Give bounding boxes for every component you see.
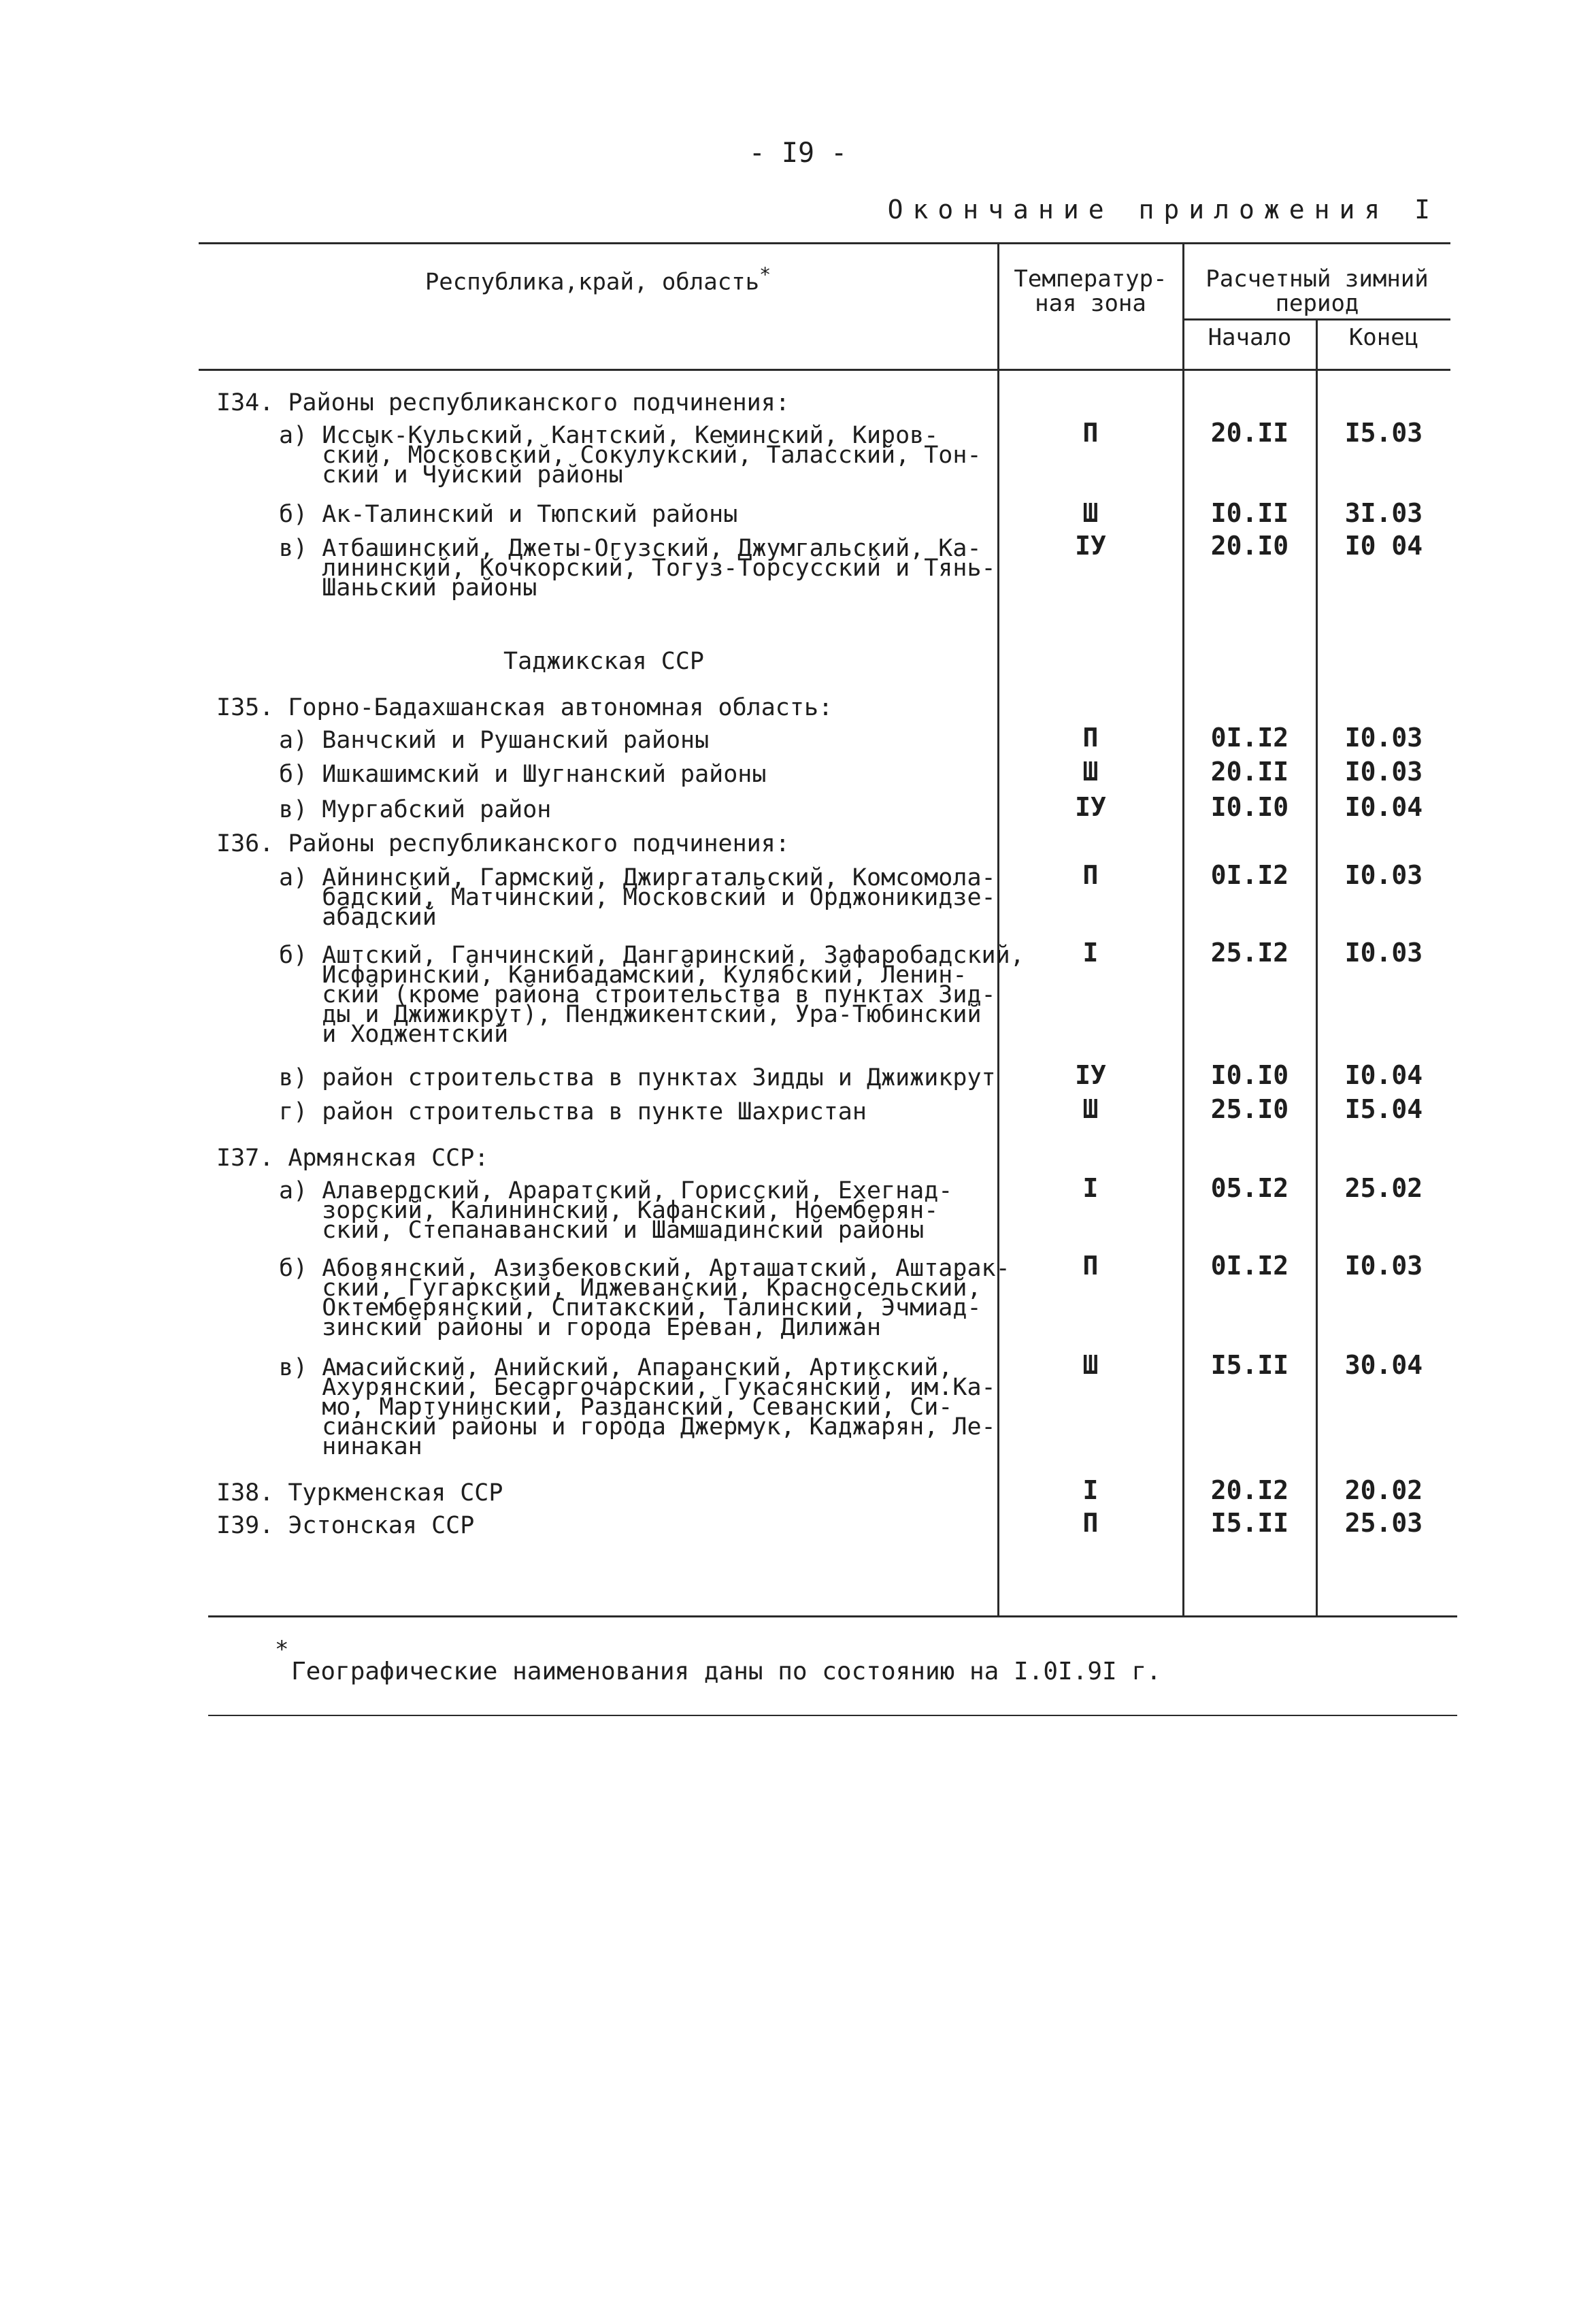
row-136a-zone: П bbox=[1082, 860, 1099, 890]
header-bottom-rule bbox=[199, 369, 1450, 371]
row-136b-end: I0.03 bbox=[1344, 938, 1423, 968]
table-top-rule bbox=[199, 242, 1450, 244]
row-134-heading: I34. Районы республиканского подчинения: bbox=[216, 389, 790, 416]
row-136d-text: г) район строительства в пункте Шахристан bbox=[279, 1098, 867, 1125]
header-start: Начало bbox=[1208, 324, 1292, 351]
row-134c-end: I0 04 bbox=[1344, 531, 1423, 561]
row-136d-zone: Ш bbox=[1082, 1094, 1099, 1124]
row-134b-end: 3I.03 bbox=[1344, 498, 1423, 528]
header-period: Расчетный зимний период bbox=[1206, 265, 1429, 317]
section-tajik-ssr: Таджикская ССР bbox=[503, 648, 705, 675]
row-135b-end: I0.03 bbox=[1344, 757, 1423, 787]
row-136c-text: в) район строительства в пунктах Зидды и Джижикрут bbox=[279, 1064, 996, 1091]
row-139-end: 25.03 bbox=[1344, 1508, 1423, 1538]
row-134b-start: I0.II bbox=[1210, 498, 1289, 528]
row-136b-start: 25.I2 bbox=[1210, 938, 1289, 968]
row-137b-end: I0.03 bbox=[1344, 1251, 1423, 1281]
row-134a-text: а) Иссык-Кульский, Кантский, Кеминский, Киров- ский, Московский, Сокулукский, Таласский, Тон- ский и Чуйский районы bbox=[279, 422, 982, 489]
row-137a-end: 25.02 bbox=[1344, 1173, 1423, 1203]
row-137a-zone: I bbox=[1082, 1173, 1099, 1203]
row-135a-text: а) Ванчский и Рушанский районы bbox=[279, 727, 710, 754]
row-136a-text: а) Айнинский, Гармский, Джиргатальский, Комсомола- бадский, Матчинский, Московский и Орджоникидзе- абадский bbox=[279, 864, 996, 931]
row-135b-start: 20.II bbox=[1210, 757, 1289, 787]
row-135b-text: б) Ишкашимский и Шугнанский районы bbox=[279, 761, 767, 788]
row-137c-start: I5.II bbox=[1210, 1350, 1289, 1380]
row-134c-zone: IУ bbox=[1075, 531, 1106, 561]
row-134a-start: 20.II bbox=[1210, 418, 1289, 448]
row-135a-end: I0.03 bbox=[1344, 723, 1423, 753]
row-136b-zone: I bbox=[1082, 938, 1099, 968]
row-136a-end: I0.03 bbox=[1344, 860, 1423, 890]
appendix-caption: Окончание приложения I bbox=[887, 195, 1440, 225]
row-135c-zone: IУ bbox=[1075, 792, 1106, 822]
footnote-bottom-rule bbox=[208, 1715, 1457, 1716]
row-137a-text: а) Алавердский, Араратский, Горисский, Ехегнад- зорский, Калининский, Кафанский, Ноемберян- ский, Степанаванский и Шамшадинский районы bbox=[279, 1177, 953, 1244]
header-region: Республика,край, область* bbox=[425, 263, 771, 296]
row-136c-zone: IУ bbox=[1075, 1060, 1106, 1090]
table-bottom-rule bbox=[208, 1615, 1457, 1617]
row-136c-start: I0.I0 bbox=[1210, 1060, 1289, 1090]
row-136-heading: I36. Районы республиканского подчинения: bbox=[216, 830, 790, 857]
row-137c-text: в) Амасийский, Анийский, Апаранский, Артикский, Ахурянский, Бесаргочарский, Гукасянский, им.Ка- мо, Мартунинский, Разданский, Севанский, Си- сианский районы и города Джермук, Каджарян, Ле- нинакан bbox=[279, 1354, 996, 1460]
row-135c-start: I0.I0 bbox=[1210, 792, 1289, 822]
footnote-mark: * bbox=[275, 1636, 289, 1663]
header-end: Конец bbox=[1348, 324, 1419, 351]
row-134a-end: I5.03 bbox=[1344, 418, 1423, 448]
row-134a-zone: П bbox=[1082, 418, 1099, 448]
row-135a-zone: П bbox=[1082, 723, 1099, 753]
row-138-end: 20.02 bbox=[1344, 1475, 1423, 1505]
row-134b-text: б) Ак-Талинский и Тюпский районы bbox=[279, 501, 738, 528]
row-137c-end: 30.04 bbox=[1344, 1350, 1423, 1380]
row-136c-end: I0.04 bbox=[1344, 1060, 1423, 1090]
row-138-text: I38. Туркменская ССР bbox=[216, 1479, 503, 1507]
row-137-heading: I37. Армянская ССР: bbox=[216, 1145, 489, 1172]
row-139-zone: П bbox=[1082, 1508, 1099, 1538]
row-137b-start: 0I.I2 bbox=[1210, 1251, 1289, 1281]
row-136b-text: б) Аштский, Ганчинский, Дангаринский, Зафаробадский, Исфаринский, Канибадамский, Кулябский, Ленин- ский (кроме района строительства в пунктах Зид- ды и Джижикрут), Пенджикентский, Ура-Тюбинский и Ходжентский bbox=[279, 942, 1025, 1048]
row-134c-start: 20.I0 bbox=[1210, 531, 1289, 561]
start-column-divider bbox=[1182, 242, 1184, 1615]
row-137c-zone: Ш bbox=[1082, 1350, 1099, 1380]
row-136d-start: 25.I0 bbox=[1210, 1094, 1289, 1124]
row-134b-zone: Ш bbox=[1082, 498, 1099, 528]
row-135b-zone: Ш bbox=[1082, 757, 1099, 787]
header-zone: Температур- ная зона bbox=[1014, 265, 1167, 317]
row-137b-text: б) Абовянский, Азизбековский, Арташатский, Аштарак- ский, Гугаркский, Иджеванский, Красносельский, Октемберянский, Спитакский, Талинский, Эчмиад- зинский районы и города Ереван, Дилижан bbox=[279, 1255, 1010, 1341]
row-137a-start: 05.I2 bbox=[1210, 1173, 1289, 1203]
row-137b-zone: П bbox=[1082, 1251, 1099, 1281]
row-135c-text: в) Мургабский район bbox=[279, 796, 552, 823]
row-136a-start: 0I.I2 bbox=[1210, 860, 1289, 890]
row-136d-end: I5.04 bbox=[1344, 1094, 1423, 1124]
row-135-heading: I35. Горно-Бадахшанская автономная область: bbox=[216, 694, 833, 721]
row-139-text: I39. Эстонская ССР bbox=[216, 1512, 475, 1539]
row-139-start: I5.II bbox=[1210, 1508, 1289, 1538]
row-135a-start: 0I.I2 bbox=[1210, 723, 1289, 753]
zone-column-divider bbox=[997, 242, 999, 1615]
row-134c-text: в) Атбашинский, Джеты-Огузский, Джумгальский, Ка- лининский, Кочкорский, Тогуз-Торсусский и Тянь- Шаньский районы bbox=[279, 535, 996, 602]
row-138-zone: I bbox=[1082, 1475, 1099, 1505]
row-135c-end: I0.04 bbox=[1344, 792, 1423, 822]
footnote-text: Географические наименования даны по состоянию на I.0I.9I г. bbox=[291, 1658, 1161, 1685]
page-number: - I9 - bbox=[748, 137, 848, 169]
row-138-start: 20.I2 bbox=[1210, 1475, 1289, 1505]
